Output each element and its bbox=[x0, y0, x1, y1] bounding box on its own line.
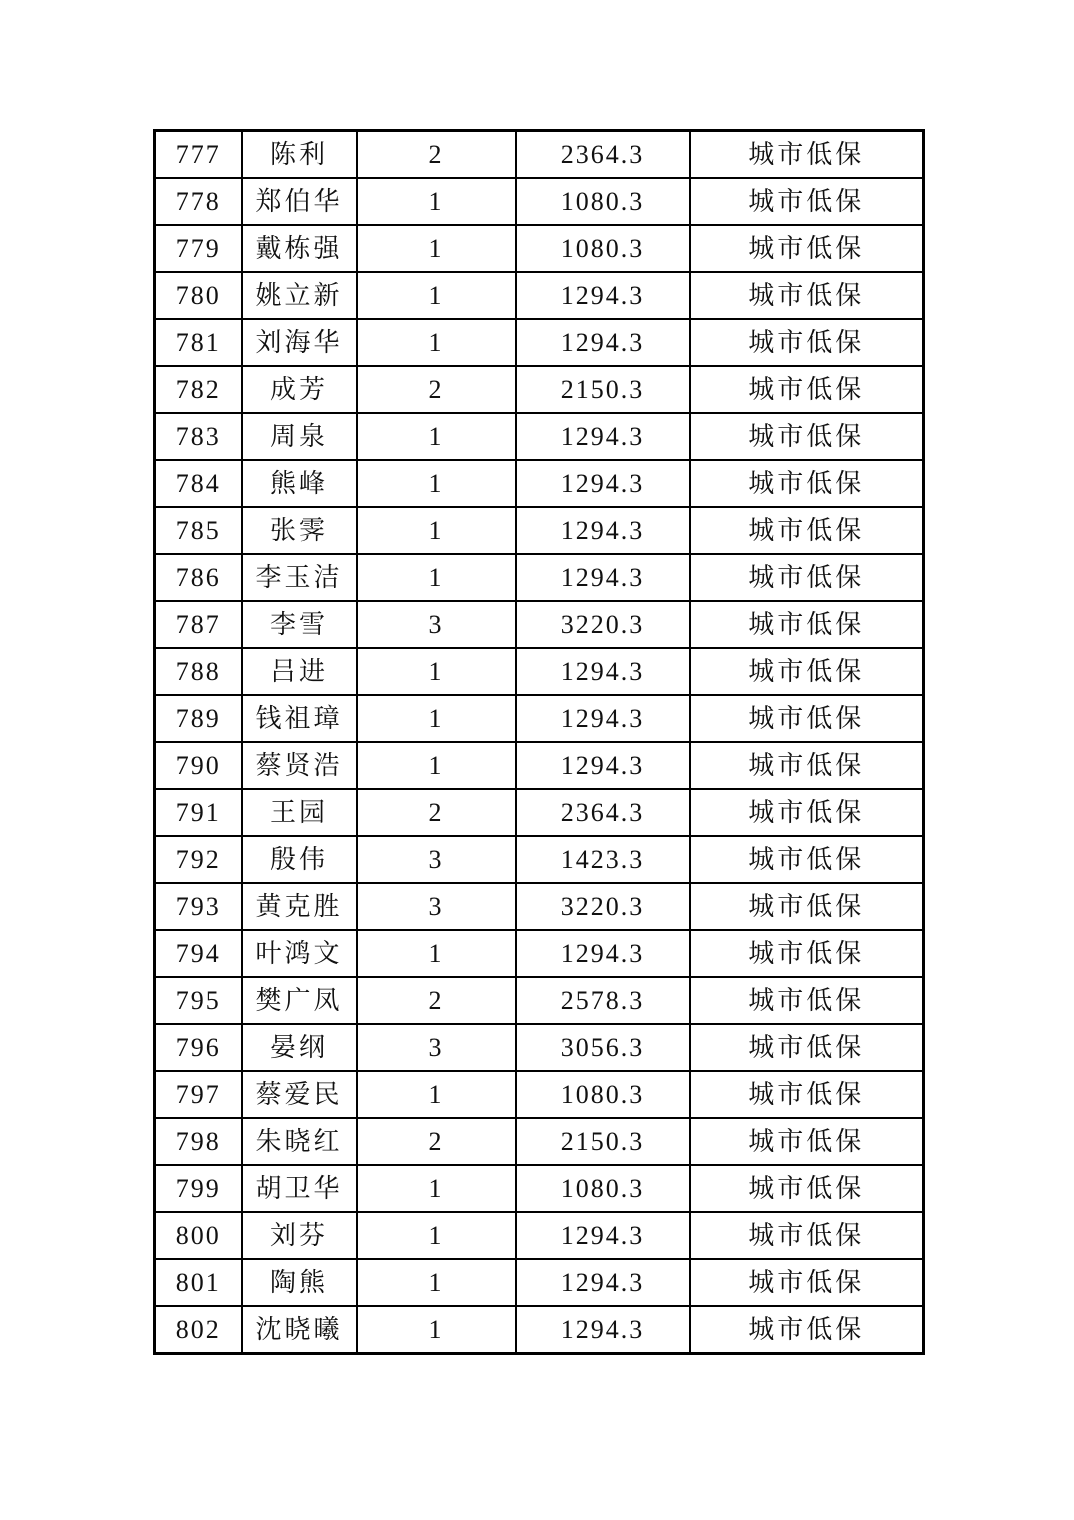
row-amount: 1294.3 bbox=[516, 272, 690, 319]
table-row bbox=[155, 225, 924, 272]
row-member-count: 3 bbox=[357, 836, 516, 883]
row-amount: 1080.3 bbox=[516, 1071, 690, 1118]
row-person-name: 沈晓曦 bbox=[242, 1306, 357, 1354]
row-member-count: 1 bbox=[357, 1306, 516, 1354]
row-category: 城市低保 bbox=[690, 366, 924, 413]
row-person-name: 黄克胜 bbox=[242, 883, 357, 930]
table-row bbox=[155, 930, 924, 977]
row-member-count: 1 bbox=[357, 225, 516, 272]
row-sequence-number: 798 bbox=[155, 1118, 242, 1165]
row-sequence-number: 800 bbox=[155, 1212, 242, 1259]
row-member-count: 3 bbox=[357, 883, 516, 930]
row-category: 城市低保 bbox=[690, 1118, 924, 1165]
row-sequence-number: 799 bbox=[155, 1165, 242, 1212]
row-category: 城市低保 bbox=[690, 272, 924, 319]
row-member-count: 1 bbox=[357, 507, 516, 554]
row-category: 城市低保 bbox=[690, 178, 924, 225]
table-row bbox=[155, 554, 924, 601]
table-row bbox=[155, 413, 924, 460]
row-person-name: 钱祖璋 bbox=[242, 695, 357, 742]
table-row bbox=[155, 648, 924, 695]
row-member-count: 1 bbox=[357, 742, 516, 789]
row-category: 城市低保 bbox=[690, 695, 924, 742]
row-person-name: 陈利 bbox=[242, 131, 357, 179]
row-amount: 2364.3 bbox=[516, 131, 690, 179]
row-amount: 2578.3 bbox=[516, 977, 690, 1024]
row-category: 城市低保 bbox=[690, 225, 924, 272]
row-person-name: 姚立新 bbox=[242, 272, 357, 319]
row-category: 城市低保 bbox=[690, 131, 924, 179]
table-row bbox=[155, 1024, 924, 1071]
row-person-name: 陶熊 bbox=[242, 1259, 357, 1306]
row-amount: 1294.3 bbox=[516, 460, 690, 507]
row-member-count: 1 bbox=[357, 272, 516, 319]
row-sequence-number: 793 bbox=[155, 883, 242, 930]
row-member-count: 2 bbox=[357, 789, 516, 836]
row-sequence-number: 792 bbox=[155, 836, 242, 883]
row-member-count: 3 bbox=[357, 1024, 516, 1071]
table-row bbox=[155, 319, 924, 366]
row-member-count: 1 bbox=[357, 1071, 516, 1118]
row-sequence-number: 788 bbox=[155, 648, 242, 695]
row-person-name: 胡卫华 bbox=[242, 1165, 357, 1212]
row-sequence-number: 802 bbox=[155, 1306, 242, 1354]
row-sequence-number: 781 bbox=[155, 319, 242, 366]
row-category: 城市低保 bbox=[690, 319, 924, 366]
row-member-count: 1 bbox=[357, 178, 516, 225]
table-row bbox=[155, 272, 924, 319]
table-row bbox=[155, 883, 924, 930]
row-amount: 3056.3 bbox=[516, 1024, 690, 1071]
row-amount: 1294.3 bbox=[516, 319, 690, 366]
row-amount: 1080.3 bbox=[516, 225, 690, 272]
row-member-count: 2 bbox=[357, 366, 516, 413]
row-sequence-number: 795 bbox=[155, 977, 242, 1024]
row-category: 城市低保 bbox=[690, 1212, 924, 1259]
row-amount: 1294.3 bbox=[516, 507, 690, 554]
row-sequence-number: 783 bbox=[155, 413, 242, 460]
row-sequence-number: 790 bbox=[155, 742, 242, 789]
row-person-name: 李雪 bbox=[242, 601, 357, 648]
row-member-count: 1 bbox=[357, 695, 516, 742]
table-row bbox=[155, 1259, 924, 1306]
row-member-count: 1 bbox=[357, 460, 516, 507]
row-amount: 1294.3 bbox=[516, 1306, 690, 1354]
row-category: 城市低保 bbox=[690, 554, 924, 601]
row-person-name: 熊峰 bbox=[242, 460, 357, 507]
row-amount: 1294.3 bbox=[516, 1259, 690, 1306]
table-row bbox=[155, 1118, 924, 1165]
row-sequence-number: 780 bbox=[155, 272, 242, 319]
row-person-name: 张霁 bbox=[242, 507, 357, 554]
row-member-count: 1 bbox=[357, 1212, 516, 1259]
row-member-count: 2 bbox=[357, 1118, 516, 1165]
row-amount: 2150.3 bbox=[516, 366, 690, 413]
row-category: 城市低保 bbox=[690, 977, 924, 1024]
row-category: 城市低保 bbox=[690, 742, 924, 789]
row-member-count: 2 bbox=[357, 131, 516, 179]
row-sequence-number: 779 bbox=[155, 225, 242, 272]
row-member-count: 1 bbox=[357, 554, 516, 601]
row-person-name: 吕进 bbox=[242, 648, 357, 695]
row-member-count: 3 bbox=[357, 601, 516, 648]
row-member-count: 1 bbox=[357, 930, 516, 977]
row-member-count: 1 bbox=[357, 319, 516, 366]
row-person-name: 李玉洁 bbox=[242, 554, 357, 601]
row-category: 城市低保 bbox=[690, 883, 924, 930]
row-category: 城市低保 bbox=[690, 836, 924, 883]
row-sequence-number: 791 bbox=[155, 789, 242, 836]
row-person-name: 王园 bbox=[242, 789, 357, 836]
row-person-name: 樊广凤 bbox=[242, 977, 357, 1024]
table-row bbox=[155, 460, 924, 507]
row-category: 城市低保 bbox=[690, 507, 924, 554]
row-person-name: 戴栋强 bbox=[242, 225, 357, 272]
table-row bbox=[155, 1212, 924, 1259]
row-category: 城市低保 bbox=[690, 1259, 924, 1306]
row-amount: 1294.3 bbox=[516, 413, 690, 460]
table-row bbox=[155, 507, 924, 554]
row-person-name: 蔡爱民 bbox=[242, 1071, 357, 1118]
row-sequence-number: 782 bbox=[155, 366, 242, 413]
row-category: 城市低保 bbox=[690, 601, 924, 648]
row-member-count: 1 bbox=[357, 648, 516, 695]
row-person-name: 蔡贤浩 bbox=[242, 742, 357, 789]
row-member-count: 1 bbox=[357, 413, 516, 460]
table-body bbox=[155, 131, 924, 1354]
row-amount: 1294.3 bbox=[516, 742, 690, 789]
row-sequence-number: 778 bbox=[155, 178, 242, 225]
row-amount: 1294.3 bbox=[516, 695, 690, 742]
row-category: 城市低保 bbox=[690, 460, 924, 507]
row-amount: 2364.3 bbox=[516, 789, 690, 836]
table-row bbox=[155, 1071, 924, 1118]
row-sequence-number: 777 bbox=[155, 131, 242, 179]
row-person-name: 朱晓红 bbox=[242, 1118, 357, 1165]
row-sequence-number: 789 bbox=[155, 695, 242, 742]
row-sequence-number: 796 bbox=[155, 1024, 242, 1071]
table-row bbox=[155, 1165, 924, 1212]
row-amount: 3220.3 bbox=[516, 601, 690, 648]
row-amount: 2150.3 bbox=[516, 1118, 690, 1165]
row-category: 城市低保 bbox=[690, 1165, 924, 1212]
row-sequence-number: 787 bbox=[155, 601, 242, 648]
row-sequence-number: 785 bbox=[155, 507, 242, 554]
row-person-name: 周泉 bbox=[242, 413, 357, 460]
row-amount: 1294.3 bbox=[516, 1212, 690, 1259]
row-category: 城市低保 bbox=[690, 413, 924, 460]
table-row bbox=[155, 742, 924, 789]
row-person-name: 郑伯华 bbox=[242, 178, 357, 225]
row-amount: 1080.3 bbox=[516, 178, 690, 225]
row-person-name: 刘芬 bbox=[242, 1212, 357, 1259]
row-category: 城市低保 bbox=[690, 1071, 924, 1118]
table-row bbox=[155, 789, 924, 836]
benefits-table bbox=[153, 129, 925, 1355]
table-row bbox=[155, 1306, 924, 1354]
row-category: 城市低保 bbox=[690, 1306, 924, 1354]
row-sequence-number: 797 bbox=[155, 1071, 242, 1118]
row-person-name: 殷伟 bbox=[242, 836, 357, 883]
row-person-name: 成芳 bbox=[242, 366, 357, 413]
row-person-name: 叶鸿文 bbox=[242, 930, 357, 977]
table-row bbox=[155, 131, 924, 179]
row-amount: 1294.3 bbox=[516, 930, 690, 977]
table-row bbox=[155, 695, 924, 742]
row-person-name: 晏纲 bbox=[242, 1024, 357, 1071]
row-category: 城市低保 bbox=[690, 1024, 924, 1071]
row-amount: 1423.3 bbox=[516, 836, 690, 883]
table-row bbox=[155, 836, 924, 883]
row-member-count: 2 bbox=[357, 977, 516, 1024]
row-amount: 3220.3 bbox=[516, 883, 690, 930]
row-amount: 1294.3 bbox=[516, 648, 690, 695]
row-member-count: 1 bbox=[357, 1259, 516, 1306]
row-sequence-number: 784 bbox=[155, 460, 242, 507]
table-row bbox=[155, 977, 924, 1024]
row-person-name: 刘海华 bbox=[242, 319, 357, 366]
row-member-count: 1 bbox=[357, 1165, 516, 1212]
table-row bbox=[155, 366, 924, 413]
row-amount: 1080.3 bbox=[516, 1165, 690, 1212]
row-category: 城市低保 bbox=[690, 789, 924, 836]
row-amount: 1294.3 bbox=[516, 554, 690, 601]
row-sequence-number: 794 bbox=[155, 930, 242, 977]
row-category: 城市低保 bbox=[690, 930, 924, 977]
row-sequence-number: 801 bbox=[155, 1259, 242, 1306]
row-category: 城市低保 bbox=[690, 648, 924, 695]
row-sequence-number: 786 bbox=[155, 554, 242, 601]
table-row bbox=[155, 178, 924, 225]
table-row bbox=[155, 601, 924, 648]
